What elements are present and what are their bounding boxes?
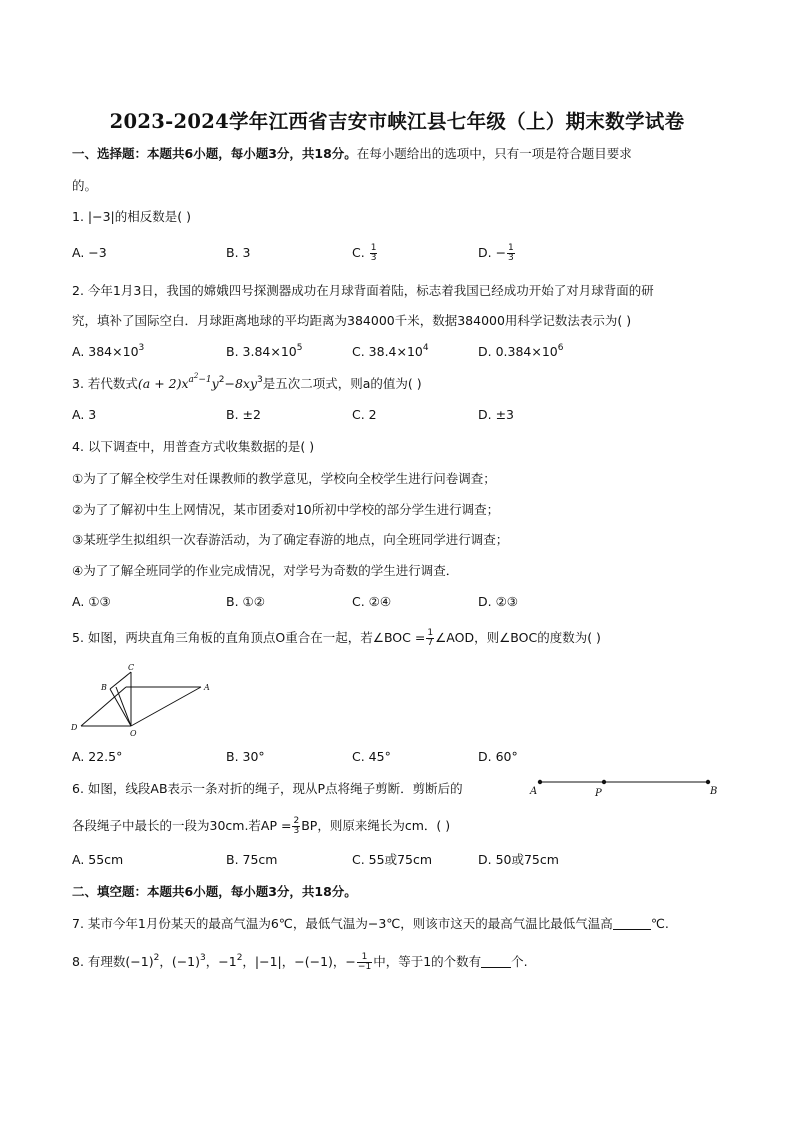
q6-figure (524, 774, 724, 802)
q4-option-a: A. ①③ (72, 594, 111, 609)
q6-label-b: B (710, 786, 718, 797)
q4-item-3: ③某班学生拟组织一次春游活动，为了确定春游的地点，向全班同学进行调查； (72, 532, 509, 547)
q2-option-d: D. $0.384\times 10^6$ (478, 343, 564, 359)
q4-stem: 4. 以下调查中，用普查方式收集数据的是( ) (72, 439, 315, 454)
section1-heading-bold: 一、选择题：本题共6小题，每小题3分，共18分。 (72, 146, 357, 161)
q1-option-c-label: C. (352, 245, 369, 260)
q4-item-1: ①为了了解全校学生对任课教师的教学意见，学校向全校学生进行问卷调查； (72, 471, 496, 486)
q1-option-c-fraction: $\frac{1}{3}$ (370, 243, 377, 263)
q2-stem-line2: 究，填补了国际空白．月球距离地球的平均距离为384000千米，数据384000用科学记数法表示为( ) (72, 313, 632, 328)
q5-stem: 5. 如图，两块直角三角板的直角顶点O重合在一起，若∠BOC = $\frac{1}{7}$ ∠AOD，则∠BOC的度数为( ) (72, 628, 601, 648)
q5-label-d: D (71, 723, 78, 732)
q4-option-b: B. ①② (226, 594, 265, 609)
q1-stem: 1. |−3|的相反数是( ) (72, 209, 191, 224)
q8-stem: 8. 有理数$(-1)^2$，$(-1)^3$，$-1^2$，|−1|，−(−1)，− $\frac{1}{-1}$ 中，等于1的个数有 个. (72, 952, 528, 972)
q1-option-d-fraction: $\frac{1}{3}$ (508, 243, 514, 263)
q2-stem-line1: 2. 今年1月3日，我国的嫦娥四号探测器成功在月球背面着陆，标志着我国已经成功开始了对月球背面的研 (72, 283, 654, 298)
q5-option-b: B. 30° (226, 749, 265, 764)
q2-option-a: A. $384\times 10^3$ (72, 343, 145, 359)
q3-option-b: B. ±2 (226, 407, 261, 422)
q6-stem-line1: 6. 如图，线段AB表示一条对折的绳子，现从P点将绳子剪断．剪断后的 (72, 781, 463, 796)
q6-label-p: P (595, 788, 602, 799)
section2-heading-bold: 二、填空题：本题共6小题，每小题3分，共18分。 (72, 884, 357, 899)
q1-option-b: B. 3 (226, 245, 251, 260)
q5-line-da (81, 687, 126, 726)
q3-option-c: C. 2 (352, 407, 377, 422)
q7-stem: 7. 某市今年1月份某天的最高气温为6℃，最低气温为−3℃，则该市这天的最高气温比最低气温高 ℃. (72, 916, 669, 931)
q5-option-d: D. 60° (478, 749, 518, 764)
section1-heading-line2: 的。 (72, 178, 98, 193)
q6-stem-line2: 各段绳子中最长的一段为30cm.若AP = $\frac{2}{3}$ BP，则原来绳长为cm．( ) (72, 816, 451, 836)
q2-option-b: B. $3.84\times 10^5$ (226, 343, 303, 359)
q3-option-a: A. 3 (72, 407, 97, 422)
section1-heading-rest: 在每小题给出的选项中，只有一项是符合题目要求 (356, 146, 632, 161)
q2-option-c: C. $38.4\times 10^4$ (352, 343, 429, 359)
q6-option-c: C. 55或75cm (352, 852, 433, 867)
q1-option-d-label: D. − (478, 245, 507, 260)
q6-fraction: $\frac{2}{3}$ (293, 816, 300, 836)
q5-label-o: O (130, 729, 137, 738)
q5-option-c: C. 45° (352, 749, 391, 764)
q6-point-a (538, 780, 542, 784)
q8-answer-blank[interactable] (481, 955, 511, 968)
q5-label-c: C (128, 663, 135, 672)
q8-fraction: $\frac{1}{-1}$ (357, 952, 372, 972)
q6-option-b: B. 75cm (226, 852, 278, 867)
q4-option-d: D. ②③ (478, 594, 518, 609)
q3-option-d: D. ±3 (478, 407, 514, 422)
q7-answer-blank[interactable] (613, 917, 651, 930)
q6-label-a: A (530, 786, 538, 797)
q1-option-a: A. −3 (72, 245, 107, 260)
q4-option-c: C. ②④ (352, 594, 392, 609)
q5-option-a: A. 22.5° (72, 749, 123, 764)
q5-label-a: A (204, 683, 210, 692)
q1-option-c (352, 244, 378, 263)
q6-option-d: D. 50或75cm (478, 852, 559, 867)
q1-option-d (478, 244, 516, 263)
q6-point-p (602, 780, 606, 784)
q4-item-2: ②为了了解初中生上网情况，某市团委对10所初中学校的部分学生进行调查； (72, 502, 500, 517)
q6-option-a: A. 55cm (72, 852, 124, 867)
q4-item-4: ④为了了解全班同学的作业完成情况，对学号为奇数的学生进行调查． (72, 563, 459, 578)
q5-fraction: $\frac{1}{7}$ (427, 628, 434, 648)
section1-heading (72, 145, 632, 163)
section2-heading (72, 883, 357, 901)
q5-label-b: B (101, 683, 107, 692)
q3-stem: 3. 若代数式$(a + 2)x^{a^2-1}y^2-8xy^3$是五次二项式，则a的值为( ) (72, 372, 422, 391)
page-title: 2023-2024学年江西省吉安市峡江县七年级（上）期末数学试卷 (109, 110, 685, 133)
q6-point-b (706, 780, 710, 784)
q5-figure (68, 660, 218, 740)
